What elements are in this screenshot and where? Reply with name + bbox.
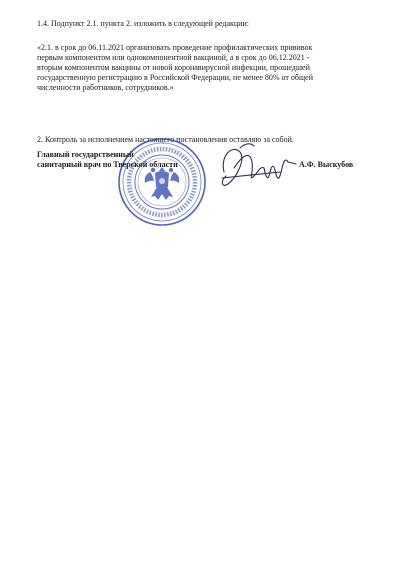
quote-line: численности работников, сотрудников.» xyxy=(37,83,174,92)
signatory-title-line: санитарный врач по Тверской области xyxy=(37,160,178,169)
quote-line: государственную регистрацию в Российской Федерации, не менее 80% от общей xyxy=(37,73,313,82)
signatory-title xyxy=(37,150,178,170)
signatory-title-line: Главный государственный xyxy=(37,150,134,159)
quote-line: «2.1. в срок до 06.11.2021 организовать проведение профилактических прививок xyxy=(37,43,313,52)
quote-line: вторым компонентом вакцины от новой коронавирусной инфекции, прошедшей xyxy=(37,63,310,72)
item-2: 2. Контроль за исполнением настоящего постановления оставляю за собой. xyxy=(37,135,294,144)
handwritten-signature xyxy=(210,138,300,200)
quoted-text xyxy=(37,43,365,93)
signatory-name: А.Ф. Выскубов xyxy=(299,160,354,169)
item-1-4: 1.4. Подпункт 2.1. пункта 2. изложить в следующей редакции: xyxy=(37,19,249,28)
quote-line: первым компонентом или однокомпонентной вакциной, а в срок до 06.12.2021 - xyxy=(37,53,310,62)
